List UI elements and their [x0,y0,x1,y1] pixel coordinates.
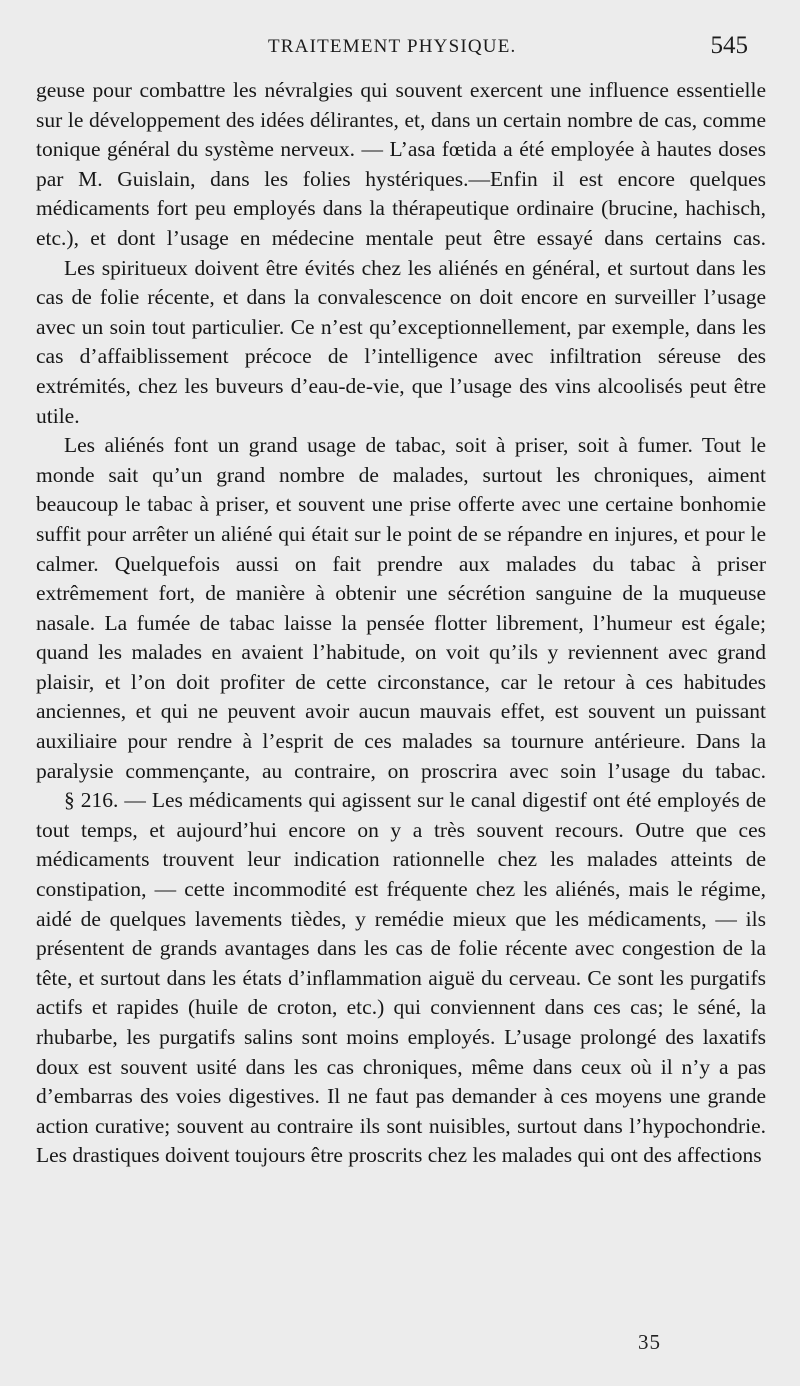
paragraph-continuation: geuse pour combattre les névralgies qui souvent exercent une influence essentielle sur le développement des idées délirantes, et, dans un certain nombre de cas, comme tonique général du système nerveux. — L’asa fœtida a été employée à hautes doses par M. Guislain, dans les folies hystériques.—Enfin il est encore quelques médicaments fort peu employés dans la thérapeutique ordinaire (brucine, hachisch, etc.), et dont l’usage en médecine mentale peut être essayé dans certains cas. [36,78,766,250]
paragraph-spiritueux: Les spiritueux doivent être évités chez les aliénés en général, et surtout dans les cas de folie récente, et dans la convalescence on doit encore en surveiller l’usage avec un soin tout particulier. Ce n’est qu’exceptionnellement, par exemple, dans les cas d’affaiblissement précoce de l’intelligence avec infiltration séreuse des extrémités, chez les buveurs d’eau-de-vie, que l’usage des vins alcoolisés peut être utile. [36,255,766,428]
paragraph-tabac: Les aliénés font un grand usage de tabac, soit à priser, soit à fumer. Tout le monde sait qu’un grand nombre de malades, surtout les chroniques, aiment beaucoup le tabac à priser, et souvent une prise offerte avec une certaine bonhomie suffit pour arrêter un aliéné qui était sur le point de se répandre en injures, et pour le calmer. Quelquefois aussi on fait prendre aux malades du tabac à priser extrêmement fort, de manière à obtenir une sécrétion sanguine de la muqueuse nasale. La fumée de tabac laisse la pensée flotter librement, l’humeur est égale; quand les malades en avaient l’habitude, on voit qu’ils y reviennent avec grand plaisir, et l’on doit profiter de cette circonstance, car le retour à ces habitudes anciennes, et qui ne peuvent avoir aucun mauvais effet, est souvent un puissant auxiliaire pour rendre à l’esprit de ces malades sa tournure antérieure. Dans la paralysie commençante, au contraire, on proscrira avec soin l’usage du tabac. [36,433,766,783]
page-number: 545 [710,32,748,59]
signature-mark: 35 [638,1330,661,1354]
paragraph-section-216: § 216. — Les médicaments qui agissent sur le canal digestif ont été employés de tout temps, et aujourd’hui encore on y a très souvent recours. Outre que ces médicaments trouvent leur indication rationnelle chez les malades atteints de constipation, — cette incommodité est fréquente chez les aliénés, mais le régime, aidé de quelques lavements tièdes, y remédie mieux que les médicaments, — ils présentent de grands avantages dans les cas de folie récente avec congestion de la tête, et surtout dans les états d’inflammation aiguë du cerveau. Ce sont les purgatifs actifs et rapides (huile de croton, etc.) qui conviennent dans ces cas; le séné, la rhubarbe, les purgatifs salins sont moins employés. L’usage prolongé des laxatifs doux est souvent usité dans les cas chroniques, même dans ceux où il n’y a pas d’embarras des voies digestives. Il ne faut pas demander à ces moyens une grande action curative; souvent au contraire ils sont nuisibles, surtout dans l’hypochondrie. Les drastiques doivent toujours être proscrits chez les malades qui ont des affections [36,788,766,1168]
body-text [36,76,766,1171]
page-header [0,32,800,66]
running-title: TRAITEMENT PHYSIQUE. [268,36,517,57]
